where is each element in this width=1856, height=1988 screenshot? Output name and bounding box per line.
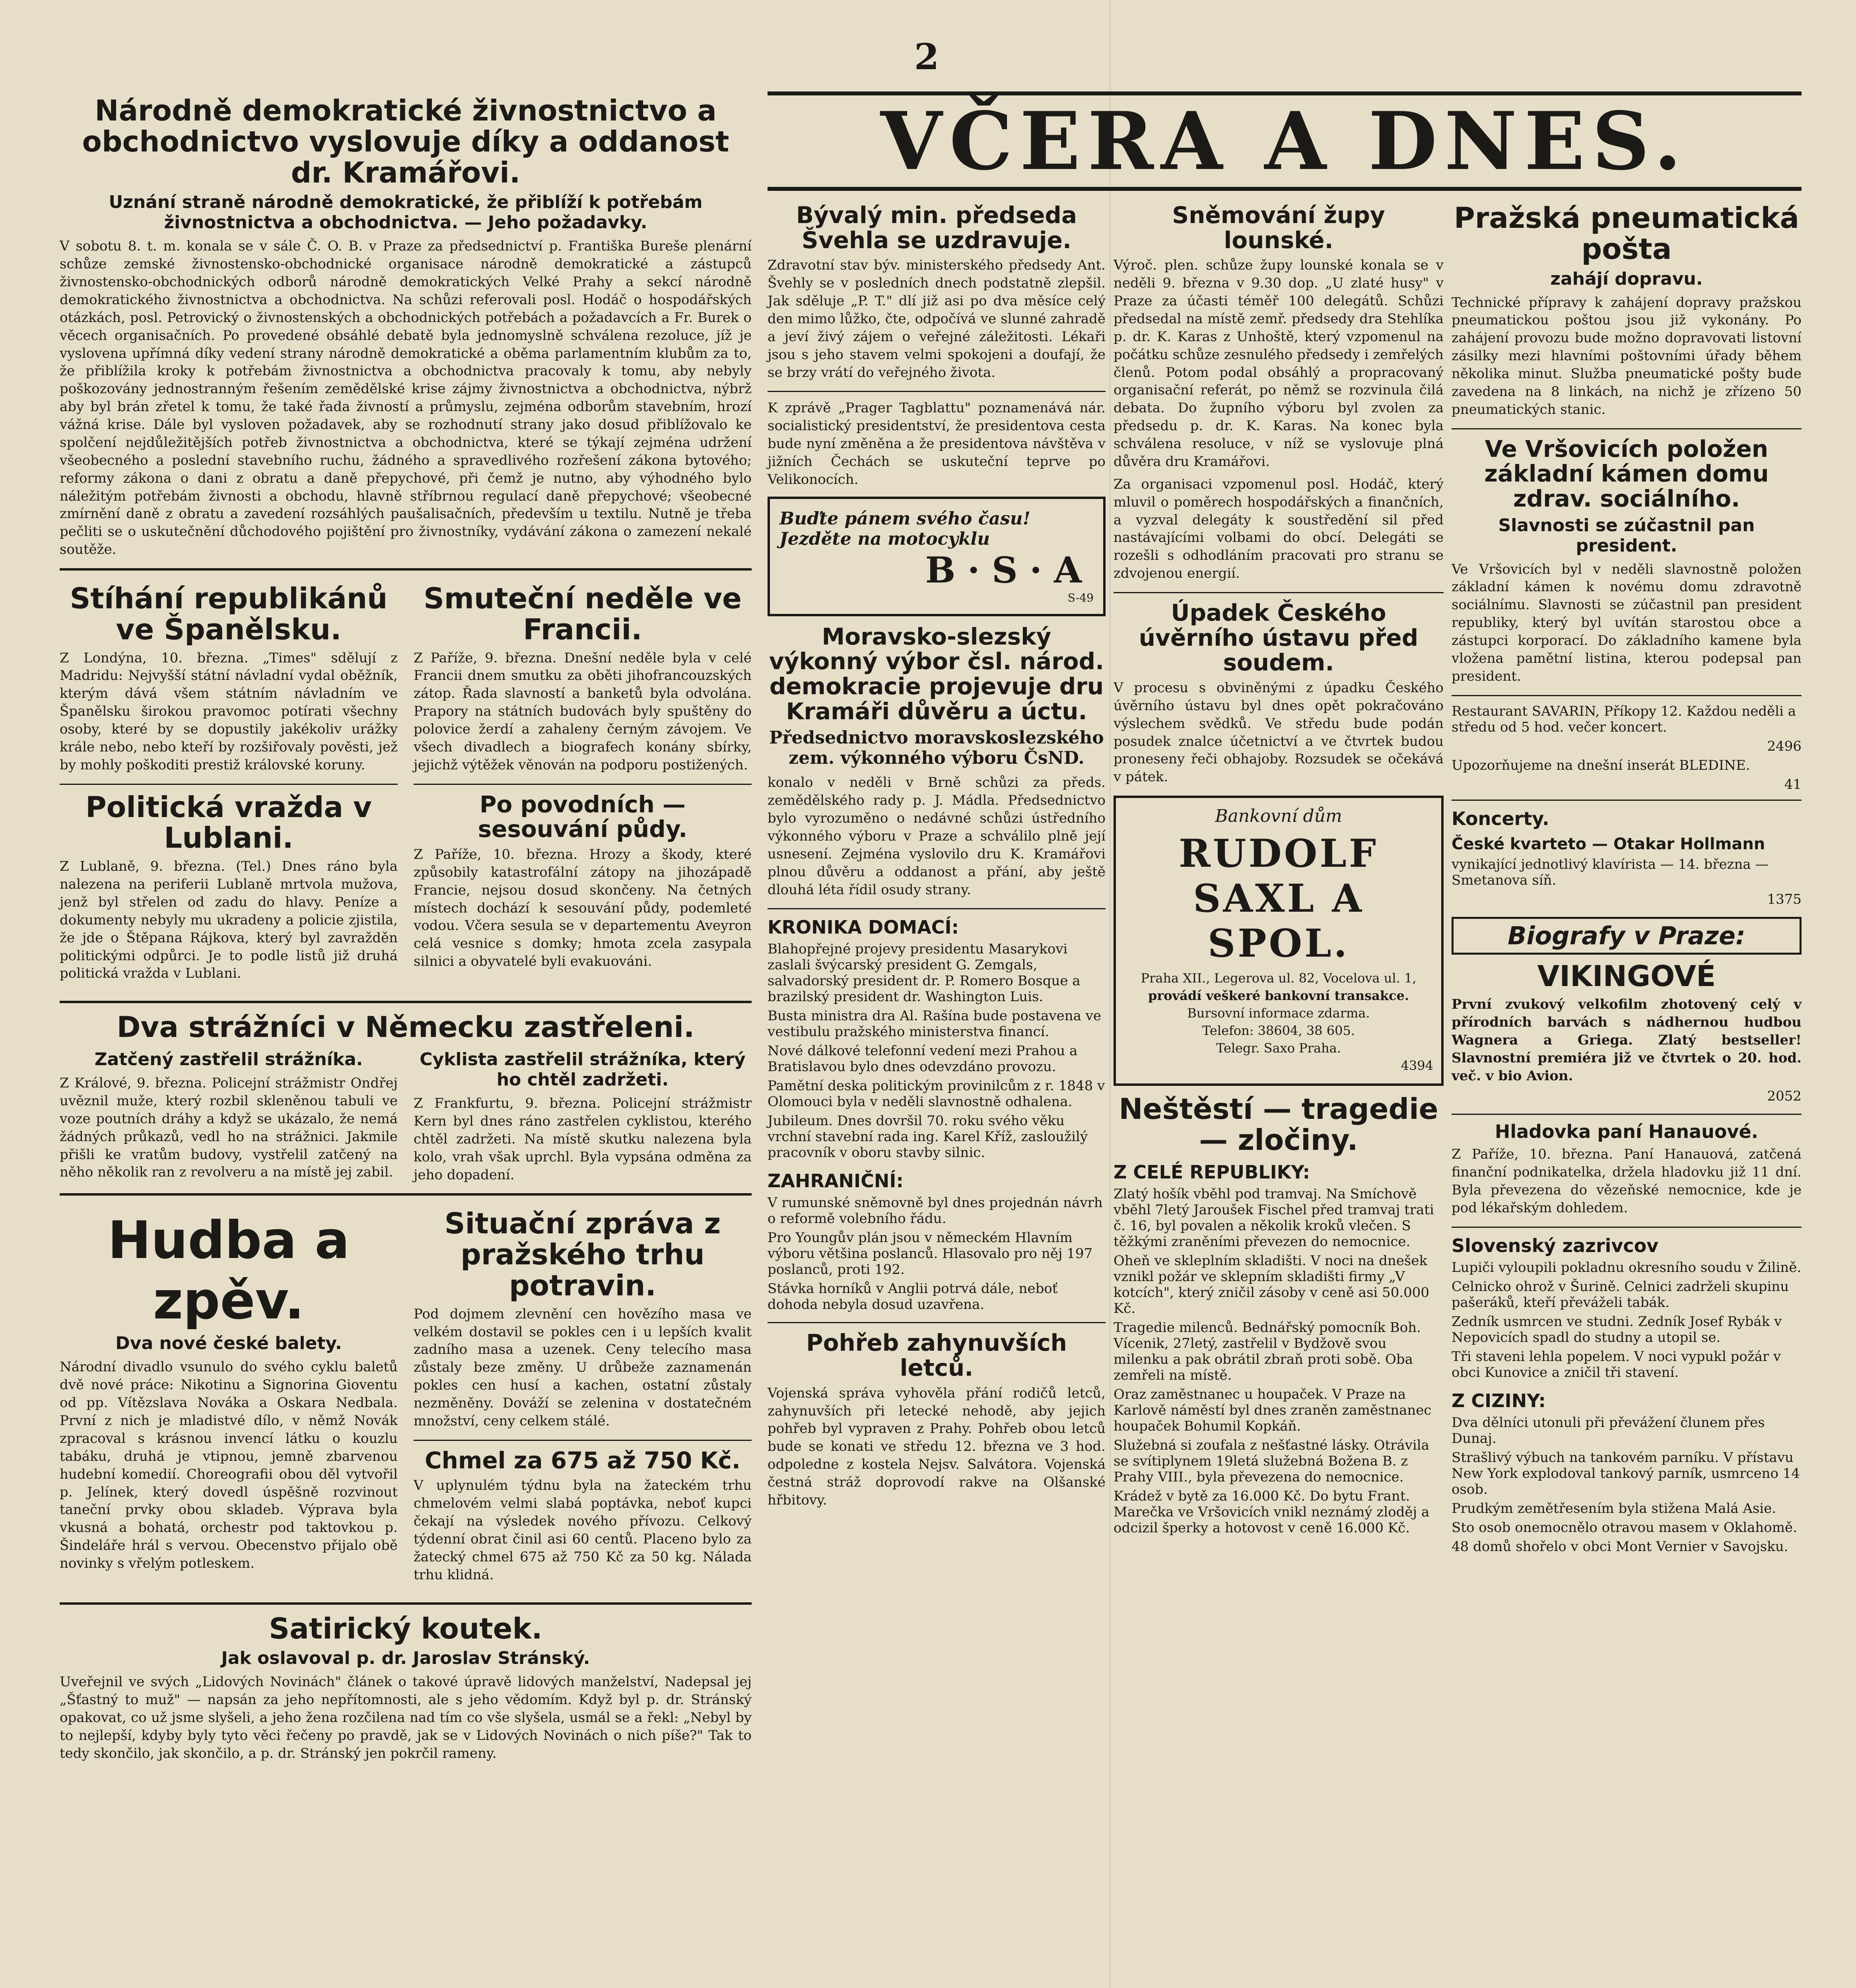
article-german-police (60, 1012, 752, 1184)
list-item: Pro Youngův plán jsou v německém Hlavním výboru většina poslanců. Hlasovalo pro něj 197 poslanců, proti 192. (768, 1230, 1093, 1278)
section-kicker: ZAHRANIČNÍ: (768, 1170, 904, 1192)
subcolumn-right (414, 1204, 752, 1593)
subcolumn-left (60, 1204, 398, 1593)
page-number: 2 (914, 36, 939, 78)
divider (60, 1193, 752, 1196)
article-body: Národní divadlo vsunulo do svého cyklu baletů dvě nové práce: Nikotinu a Signorina Gioventu od pp. Vítězslava Nováka a Oskara Nedbala. První z nich je mladistvé dílo, v němž Novák zpracoval s krásnou invencí látku o kouzlu tabáku, druhá je vtipnou, jemně zbarvenou hudební komedií. Choreografii obou děl vytvořil p. Jelínek, který dovedl úspěšně rozvinout taneční prvky obou skladeb. Výprava byla vkusná a bohatá, orchestr pod taktovkou p. Šindeláře hrál s vervou. Obecenstvo přijalo obě novinky s vřelým potleskem. (60, 1359, 398, 1571)
page-fold-shadow (1110, 0, 1111, 1988)
subheadline: Cyklista zastřelil strážníka, který ho chtěl zadržeti. (420, 1049, 746, 1090)
ad-code: 41 (1784, 776, 1802, 792)
list-item: Strašlivý výbuch na tankovém parníku. V přístavu New York explodoval tankový parník, usmrceno 14 osob. (1452, 1449, 1800, 1497)
article-body: Ve Vršovicích byl v neděli slavnostně položen základní kámen k novému domu zdravotně sociálnímu. Slavnosti se zúčastnil pan president republiky, který byl uvítán starostou obce a zástupci korporací. Do základního kamene byla vložena pamětní listina, kterou podepsal pan president. (1452, 561, 1802, 684)
divider (60, 1001, 752, 1003)
headline: VIKINGOVÉ (1537, 959, 1716, 993)
list-item: Jubileum. Dnes dovršil 70. roku svého věku vrchní stavební rada ing. Karel Kříž, zasloužilý pracovník v oboru stavby silnic. (768, 1113, 1088, 1161)
classified-ad: Upozorňujeme na dnešní inserát BLEDINE. (1452, 757, 1750, 773)
divider (414, 1440, 752, 1441)
article-body: První zvukový velkofilm zhotovený celý v přírodních barvách s nádhernou hudbou Wagnera a Griega. Zlatý bestseller! Slavnostní premiéra již ve čtvrtek o 20. hod. več. v bio Avion. (1452, 996, 1802, 1084)
list-item: Oheň ve skleplním skladišti. V noci na dnešek vznikl požár ve sklepním skladišti firmy „V kotcích", který zničil zásoby v ceně asi 50.000 Kč. (1114, 1252, 1430, 1316)
list-item: Zedník usmrcen ve studni. Zedník Josef Rybák v Nepovicích spadl do studny a utopil se. (1452, 1313, 1782, 1345)
concerts (1452, 808, 1802, 907)
divider (414, 784, 752, 785)
ad-code: 2496 (1767, 738, 1802, 754)
list-item: Nové dálkové telefonní vedení mezi Prahou a Bratislavou bylo dnes odevzdáno provozu. (768, 1043, 1078, 1075)
column-4 (1452, 199, 1802, 1564)
ad-brand: B·S·A (925, 549, 1094, 591)
list-item: Služebná si zoufala z nešťastné lásky. Otrávila se svítiplynem 19letá služebná Božena B. z Prahy VIII., byla převezena do nemocnice. (1114, 1437, 1429, 1485)
article-body: Z Paříže, 10. března. Paní Hanauová, zatčená finanční podnikatelka, držela hladovku již 11 dní. Byla převezena do vězeňské nemocnice, kde je pod lékařským dohledem. (1452, 1146, 1802, 1216)
headline: Smuteční neděle ve Francii. (424, 582, 742, 646)
article-france-mourning (414, 583, 752, 774)
list-item: Prudkým zemětřesením byla stižena Malá Asie. (1452, 1500, 1776, 1516)
headline: Pražská pneumatická pošta (1454, 201, 1799, 266)
headline: Dva strážníci v Německu zastřeleni. (117, 1010, 695, 1044)
subcolumn-left (60, 579, 398, 992)
subheadline: Slavnosti se zúčastnil pan president. (1498, 515, 1755, 556)
slovak-news (1452, 1235, 1802, 1380)
article-spain (60, 583, 398, 774)
subheadline: Jak oslavoval p. dr. Jaroslav Stránský. (221, 1648, 590, 1669)
headline: Hladovka paní Hanauové. (1495, 1120, 1759, 1142)
article-body: Uveřejnil ve svých „Lidových Novinách" článek o takové úpravě lidových manželství, Nadepsal jej „Šťastný to muž" — napsán za jeho nepřítomnosti, ale s jeho vědomím. Když byl p. dr. Stránský opakovat, co už jsme slyšeli, a jeho žena rozčilena nad tím co vše slyšela, usmál se a řekl: „Nebyl by to nejlepší, kdyby byly tyto věci řečeny po pravdě, jak se v Lidových Novinách o nich píše?" Tak to tedy skončilo, jak skončilo, a p. dr. Stránský jen pokrčil rameny. (60, 1674, 752, 1761)
headline: Stíhání republikánů ve Španělsku. (70, 582, 388, 646)
subheadline: Uznání straně národně demokratické, že přiblíží k potřebám živnostnictva a obchodnictva. — Jeho požadavky. (109, 192, 703, 233)
two-column-block (60, 579, 752, 992)
ad-code: 4394 (1401, 1058, 1433, 1074)
list-item: Busta ministra dra Al. Rašína bude postavena ve vestibulu pražského ministerstva financí. (768, 1008, 1102, 1040)
divider (1114, 592, 1444, 593)
column-2 (768, 199, 1106, 1519)
headline: Národně demokratické živnostnictvo a obchodnictvo vyslovuje díky a oddanost dr. Kramářovi. (82, 94, 729, 189)
concert-details: vynikající jednotlivý klavírista — 14. března — Smetanova síň. (1452, 856, 1769, 888)
list-item: Tragedie milenců. Bednářský pomocník Boh. Vícenik, 27letý, zastřelil v Bydžově svou milenku a pak obrátil zbraň proti sobě. Oba zemřeli na místě. (1114, 1319, 1421, 1383)
headline: Pohřeb zahynuvších letců. (806, 1329, 1067, 1381)
section-kicker: Z CELÉ REPUBLIKY: (1114, 1161, 1310, 1183)
list-item: V rumunské sněmovně byl dnes projednán návrh o reformě volebního řádu. (768, 1195, 1103, 1227)
divider (1452, 695, 1802, 696)
divider (1452, 1227, 1802, 1228)
domestic-chronicle (768, 916, 1106, 1161)
article-vrsovice (1452, 437, 1802, 685)
article-louny-district (1114, 203, 1444, 582)
list-item: 48 domů shořelo v obci Mont Vernier v Savojsku. (1452, 1538, 1788, 1555)
ad-address: Praha XII., Legerova ul. 82, Vocelova ul. 1, (1141, 971, 1417, 986)
article-moravian-committee (768, 624, 1106, 899)
article-music (60, 1210, 398, 1573)
foreign-chronicle (768, 1170, 1106, 1312)
article-satire (60, 1613, 752, 1763)
lead: Předsednictvo moravskoslezského zem. výkonného výboru ČsND. (769, 728, 1104, 769)
section-kicker: KRONIKA DOMACÍ: (768, 916, 959, 938)
section-kicker: Slovenský zazrivcov (1452, 1235, 1659, 1256)
headline: Situační zpráva z pražského trhu potravin. (444, 1207, 721, 1302)
divider (1452, 1114, 1802, 1115)
headline: Bývalý min. předseda Švehla se uzdravuje. (796, 202, 1077, 254)
article-body: Z Králové, 9. března. Policejní strážmistr Ondřej uvěznil muže, který rozbil skleněnou tabuli ve voze poutních dráhy a když se ukázalo, že nemá žádných průkazů, vedl ho na strážnici. Jakmile přišli ke vratům budovy, vystřelil zatčený na něho několik ran z revolveru a na místě jej zabil. (60, 1075, 398, 1180)
ad-brand: RUDOLF SAXL A SPOL. (1178, 831, 1379, 966)
list-item: Blahopřejné projevy presidentu Masarykovi zaslali švýcarský president G. Zemgals, salvadorský president dr. P. Romero Bosque a brazilský president dr. Washington Luis. (768, 941, 1081, 1005)
list-item: Oraz zaměstnanec u houpaček. V Praze na Karlově náměstí byl dnes zraněn zaměstnanec houpaček Bohumil Kopkáň. (1114, 1386, 1432, 1434)
divider (768, 908, 1106, 909)
list-item: Zlatý hošík vběhl pod tramvaj. Na Smíchově vběhl 7letý Jaroušek Fischel před tramvaj trati č. 16, byl povalen a několik kroků vlečen. S těžkými zraněními převezen do nemocnice. (1114, 1186, 1434, 1250)
headline: Chmel za 675 až 750 Kč. (425, 1446, 740, 1474)
ad-telegram: Telegr. Saxo Praha. (1216, 1041, 1341, 1056)
ad-slogan: Jezděte na motocyklu (779, 528, 990, 549)
article-body: Z Paříže, 9. března. Dnešní neděle byla v celé Francii dnem smutku za oběti jihofrancouzských zátop. Řada slavností a banketů byla odvolána. Prapory na státních budovách byly spuštěny do polovice žerdí a zahaleny černým závojem. Ve všech divadlech a biografech konány sbírky, jejichž výtěžek věnován na podporu postižených. (414, 650, 752, 773)
article-ljubljana (60, 792, 398, 983)
divider (1452, 428, 1802, 429)
headline: Satirický koutek. (269, 1611, 542, 1645)
headline: Neštěstí — tragedie — zločiny. (1119, 1092, 1438, 1157)
article-body: Z Paříže, 10. března. Hrozy a škody, které způsobily katastrofální zátopy na jihozápadě Francie, nejsou dosud skončeny. Na četných místech dochází k sesouvání půdy, podemleté vodou. Včera sesula se v departementu Aveyron celá vesnice s domky; hmota zcela zasypala silnici a obyvatelé byli evakuováni. (414, 846, 752, 970)
article-pneumatic-post (1452, 203, 1802, 419)
left-section (60, 91, 752, 1772)
subheadline: Dva nové české balety. (115, 1333, 342, 1354)
subheadline: Zatčený zastřelil strážníka. (94, 1049, 363, 1070)
article-body: Za organisaci vzpomenul posl. Hodáč, který mluvil o poměrech hospodářských a finančních, a vyzval delegáty k soustředění sil před nastávajícími volbami do obcí. Delegáti se rozešli s odhodláním pracovati pro stranu se zdvojenou energií. (1114, 476, 1444, 582)
list-item: Stávka horníků v Anglii potrvá dále, neboť dohoda nebyla dosud uzavřena. (768, 1281, 1058, 1313)
article-body: Pod dojmem zlevnění cen hovězího masa ve velkém dostavil se pokles cen i u lepších kvalit zadního masa a uzenek. Ceny telecího masa zůstaly beze změny. U drůbeže zaznamenán pokles cen husí a kachen, ostatní zůstaly nezměněny. Dováží se zelenina v dostatečném množství, ceny celkem stálé. (414, 1306, 752, 1429)
headline: Ve Vršovicích položen základní kámen domu zdrav. sociálního. (1484, 435, 1769, 512)
headline: Sněmování župy lounské. (1172, 202, 1385, 254)
article-body: V uplynulém týdnu byla na žateckém trhu chmelovém velmi slabá poptávka, neboť kupci čekají na výsledek nového přívozu. Celkový týdenní obrat činil asi 60 centů. Placeno bylo za žatecký chmel 675 až 750 Kč za 50 kg. Nálada trhu klidná. (414, 1477, 752, 1583)
ad-services: provádí veškeré bankovní transakce. (1148, 988, 1409, 1004)
divider (1452, 800, 1802, 801)
list-item: Krádež v bytě za 16.000 Kč. Do bytu Frant. Marečka ve Vršovicích vnikl neznámý zloděj a odcizil šperky a hotovost v ceně 16.000 Kč. (1114, 1488, 1430, 1536)
ad-slogan: Buďte pánem svého času! (779, 508, 1031, 529)
article-floods (414, 792, 752, 971)
headline: Politická vražda v Lublani. (86, 790, 372, 855)
article-aviators-funeral (768, 1330, 1106, 1509)
article-body: Z Frankfurtu, 9. března. Policejní strážmistr Kern byl dnes ráno zastřelen cyklistou, kterého chtěl zadržeti. Na místě skutku nalezena byla kolo, vrah však uprchl. Byla vypsána odměna za jeho dopadení. (414, 1095, 752, 1183)
article-hanau (1452, 1122, 1802, 1217)
ad-label: Bankovní dům (1215, 806, 1342, 827)
list-item: Pamětní deska politickým provinilcům z r. 1848 v Olomouci byla v neděli slavnostně odhalena. (768, 1078, 1105, 1110)
cinemas-band: Biografy v Praze: (1452, 917, 1802, 955)
section-title: Hudba a zpěv. (107, 1210, 350, 1331)
divider (768, 1322, 1106, 1323)
article-svehla (768, 203, 1106, 381)
article-food-market (414, 1208, 752, 1430)
divider (768, 391, 1106, 392)
two-column-block (60, 1204, 752, 1593)
advert-bank (1114, 796, 1444, 1086)
article-body: Z Lublaně, 9. března. (Tel.) Dnes ráno byla nalezena na periferii Lublaně mrtvola mužova, jenž byl střelen od zadu do hlavy. Peníze a dokumenty nebyly mu ukradeny a policie zjistila, že jde o Štěpana Rájkova, který byl zavražděn politickými odpůrci. Je to podle listů již druhá politická vražda v Lublani. (60, 858, 398, 982)
article-hops (414, 1448, 752, 1584)
divider (60, 1602, 752, 1605)
article-body: K zprávě „Prager Tagblattu" poznamenává nár. socialistický presidentství, že presidentova cesta bude nyní změněna a že presidentova návštěva v jižních Čechách se uskuteční teprve po Velikonocích. (768, 400, 1106, 487)
list-item: Lupiči vyloupili pokladnu okresního soudu v Žilině. (1452, 1259, 1802, 1276)
section-masthead (768, 91, 1802, 191)
masthead-title: VČERA A DNES. (880, 94, 1689, 188)
list-item: Dva dělníci utonuli při převážení člunem přes Dunaj. (1452, 1414, 1765, 1446)
article-credit-institute (1114, 600, 1444, 786)
divider (60, 784, 398, 785)
headline: Moravsko-slezský výkonný výbor čsl. národ. demokracie projevuje dru Kramáři důvěru a úctu. (769, 623, 1104, 725)
ad-code: S-49 (1067, 591, 1094, 604)
article-body: Technické přípravy k zahájení dopravy pražskou pneumatickou poštou jsou již vykonány. Po zahájení provozu bude možno dopravovati listovní zásilky mezi hlavními poštovními úřady během několika minut. Služba pneumatické pošty bude zavedena na 8 linkách, na nichž je zřízeno 50 pneumatických stanic. (1452, 294, 1802, 417)
ad-phone: Telefon: 38604, 38 605. (1202, 1023, 1355, 1039)
list-item: Celnicko ohrož v Šurině. Celnici zadrželi skupinu pašeráků, kteří převáželi tabák. (1452, 1278, 1789, 1310)
subcolumn-right (414, 579, 752, 992)
concert-line: České kvarteto — Otakar Hollmann (1452, 835, 1765, 853)
headline: Po povodních — sesouvání půdy. (478, 790, 688, 843)
article-body: Vojenská správa vyhověla přání rodičů letců, zahynuvších při letecké nehodě, aby jejich pohřeb byl vypraven z Prahy. Pohřeb obou letců bude se konati ve středu 12. března ve 3 hod. odpoledne z kostela Nejsv. Salvátora. Vojenská čestná stráž doprovodí rakve na Olšanské hřbitovy. (768, 1385, 1106, 1508)
classified-ad: Restaurant SAVARIN, Příkopy 12. Každou neděli a středu od 5 hod. večer koncert. (1452, 703, 1796, 735)
article-national-democratic (60, 95, 752, 559)
section-kicker: Z CIZINY: (1452, 1390, 1546, 1411)
subheadline: zahájí dopravu. (1550, 268, 1703, 289)
article-body: Zdravotní stav býv. ministerského předsedy Ant. Švehly se v posledních dnech podstatně zlepšil. Jak sděluje „P. T." dlí již asi po dva měsíce celý den mimo lůžko, čte, odpočívá ve slunné zahradě a jeví živý zájem o veřejné záležitosti. Lékaři jsou s jeho stavem velmi spokojeni a doufají, že se brzy vrátí do veřejného života. (768, 257, 1106, 381)
headline: Úpadek Českého úvěrního ústavu před soudem. (1139, 599, 1419, 676)
ad-code: 2052 (1767, 1088, 1802, 1104)
divider (60, 568, 752, 571)
article-body: Výroč. plen. schůze župy lounské konala se v neděli 9. března v 9.30 dop. „U zlaté husy" v Praze za účasti téměř 100 delegátů. Schůzi předsedal na místě zemř. předsedy dra Stehlíka p. dr. K. Karas z Unhoště, který vzpomenul na počátku schůze zesnulého předsedy i zemřelých členů. Potom podal obsáhlý a propracovaný organisační referát, po němž se rozvinula čilá debata. Do župního výboru byl zvolen za předsedu p. dr. K. Karas. Na konec byla schválena resoluce, v níž se vyslovuje plná důvěra dru Kramářovi. (1114, 257, 1444, 470)
foreign-news (1452, 1390, 1802, 1555)
article-body: V procesu s obviněnými z úpadku Českého úvěrního ústavu byl dnes opět pokračováno výslechem svědků. Ve středu bude podán posudek znalce účetnictví a ve čtvrtek budou proneseny řeči obhajoby. Rozsudek se očekává v pátek. (1114, 679, 1444, 785)
advert-vikings (1452, 961, 1802, 1104)
list-item: Tři staveni lehla popelem. V noci vypukl požár v obci Kunovice a zničil tři stavení. (1452, 1348, 1781, 1380)
two-column-block (60, 1047, 752, 1184)
subcolumn-right (414, 1047, 752, 1184)
list-item: Sto osob onemocnělo otravou masem v Oklahomě. (1452, 1519, 1797, 1536)
ad-code: 1375 (1767, 891, 1802, 907)
article-accidents (1114, 1094, 1444, 1536)
subcolumn-left (60, 1047, 398, 1184)
column-3 (1114, 199, 1444, 1545)
article-body: Z Londýna, 10. března. „Times" sdělují z Madridu: Nejvyšší státní návladní vydal oběžník, kterým dává všem státním návladním ve Španělsku širokou pravomoc potírati všechny osoby, které by se dopustily jakékoliv urážky krále nebo, nebo kteří by rozšiřovaly pověsti, jež by mohly poškoditi prestiž královské koruny. (60, 650, 398, 773)
section-kicker: Koncerty. (1452, 808, 1549, 829)
ad-extra: Bursovní informace zdarma. (1187, 1006, 1370, 1021)
article-body: konalo v neděli v Brně schůzi za předs. zemědělského rady p. J. Mádla. Předsednictvo bylo vyrozuměno o nedávné schůzi ústředního výkonného výboru v Praze a schválilo plně její usnesení. Zejména vyslovilo dru K. Kramářovi plnou důvěru a oddanost a přání, aby ještě dlouhá léta řídil osudy strany. (768, 775, 1106, 898)
article-body: V sobotu 8. t. m. konala se v sále Č. O. B. v Praze za předsednictví p. Františka Bureše plenární schůze zemské živnostensko-obchodnické organisace národně demokratické a zástupců živnostensko-obchodnických odborů národně demokratických Velké Prahy a sekcí národně demokratického živnostnictva a obchodnictva. Na schůzi referovali posl. Hodáč o hospodářských otázkách, posl. Petrovický o živnostenských a obchodnických potřebách a požadavcích a Fr. Burek o věcech organisačních. Po provedené obsáhlé debatě byla jednomyslně schválena rezoluce, jíž je vyslovena upřímná díky vedení strany národně demokratické a oběma parlamentním klubům za to, že přiblížila kroky k potřebám živnostnictva a obchodnictva pracovaly k tomu, aby nebyly poškozovány jednostranným řešením zemědělské krise zájmy živnostnictva a obchodnictva, nýbrž aby byl brán zřetel k tomu, že také řada živností a průmyslu, zejména odborům stavebním, hrozí vážná krise. Dále byl vysloven požadavek, aby se rozhodnutí strany jako dosud přiblížovalo ke spolčení nejdůležitějších potřeb živnostnictva a obchodnictva, které se týkají zejména udržení všeobecného a poslední stavebního ruchu, žádného a spravedlivého rozřešení zákona bytového; reformy zákona o dani z obratu a daně přepychové, při čemž je nutno, aby výhodného bylo náležitým potřebám živnosti a obchodu, hlavně stříbrnou regulací daně přepychové; všeobecné zmírnění daně z obratu a zavedení rozsáhlých paušalisačních, především u textilu. Nutně je třeba pečliti se o uskutečnění důchodového pojištění pro živnostníky, vydávání zákona o zamezení nekalé soutěže. (60, 238, 752, 558)
advert-bsa (768, 497, 1106, 616)
